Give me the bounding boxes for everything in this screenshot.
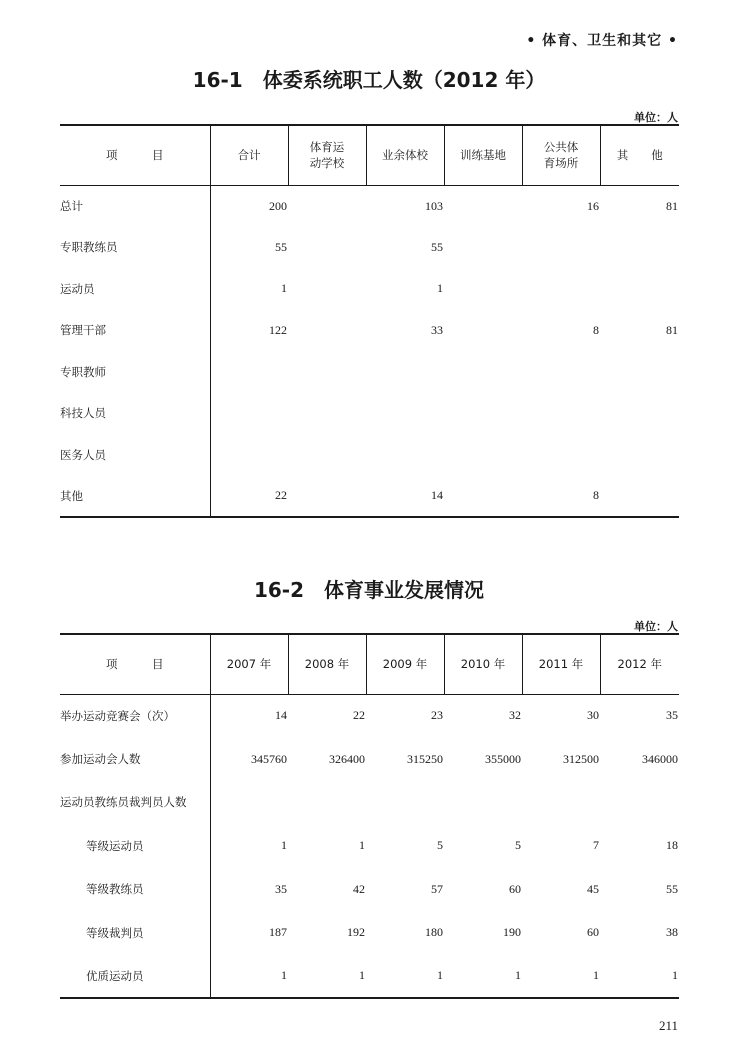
table2-cell: 18 <box>666 838 678 853</box>
table2-row <box>60 868 679 911</box>
table1-row <box>60 310 679 352</box>
table1-cell <box>288 476 366 518</box>
table1-cell <box>522 351 600 393</box>
table2-cell: 30 <box>587 708 599 723</box>
table1-cell: 8 <box>593 322 599 337</box>
table2-row-label: 等级教练员 <box>60 868 210 911</box>
table1-cell <box>600 476 679 518</box>
table1-cell <box>522 227 600 269</box>
table2 <box>60 633 679 999</box>
table1-column-header: 项 目 <box>106 148 164 163</box>
table2-cell: 1 <box>281 838 287 853</box>
table2-cell: 346000 <box>642 751 678 766</box>
table2-cell: 187 <box>269 925 287 940</box>
table1-row-label: 管理干部 <box>60 310 210 352</box>
table2-cell: 32 <box>509 708 521 723</box>
table2-row-label: 运动员教练员裁判员人数 <box>60 781 210 824</box>
table2-cell <box>444 781 522 824</box>
table2-cell: 345760 <box>251 751 287 766</box>
table2-cell: 23 <box>431 708 443 723</box>
table1-column-header: 业余体校 <box>366 125 444 185</box>
table2-cell: 38 <box>666 925 678 940</box>
table1-column-header: 训练基地 <box>444 125 522 185</box>
table1-row <box>60 434 679 476</box>
table1-cell <box>600 434 679 476</box>
table1-cell: 1 <box>281 281 287 296</box>
table2-header-row <box>60 634 679 694</box>
table2-cell: 1 <box>366 954 444 997</box>
table2-cell: 180 <box>425 925 443 940</box>
table1-cell: 22 <box>210 476 288 518</box>
table1-cell <box>288 310 366 352</box>
table1-cell: 122 <box>269 322 287 337</box>
table1-cell <box>366 434 444 476</box>
table2-cell <box>288 781 366 824</box>
table1-cell <box>288 434 366 476</box>
table1-cell <box>210 393 288 435</box>
table2-column-header: 2009 年 <box>366 634 444 694</box>
table2-row <box>60 737 679 780</box>
table2-row <box>60 954 679 997</box>
table1 <box>60 124 679 518</box>
table2-cell: 1 <box>600 954 679 997</box>
table2-cell: 57 <box>431 881 443 896</box>
table2-unit: 单位：人 <box>634 620 678 633</box>
table1-cell <box>444 268 522 310</box>
table2-column-header: 2010 年 <box>444 634 522 694</box>
table1-cell <box>366 351 444 393</box>
table1-cell <box>288 351 366 393</box>
table1-cell: 55 <box>275 239 287 254</box>
table1-cell <box>444 227 522 269</box>
table2-cell: 5 <box>515 838 521 853</box>
table1-cell <box>366 393 444 435</box>
table1-cell: 81 <box>666 322 678 337</box>
table1-row-label: 专职教练员 <box>60 227 210 269</box>
table2-column-header: 2007 年 <box>210 634 288 694</box>
table1-column-header: 合计 <box>210 125 288 185</box>
table2-cell: 312500 <box>563 751 599 766</box>
table1-row-label: 总计 <box>60 185 210 227</box>
table1-cell <box>444 351 522 393</box>
table1-cell <box>288 268 366 310</box>
table1-title: 16-1 体委系统职工人数（2012 年） <box>192 68 546 92</box>
table2-column-header: 2011 年 <box>522 634 600 694</box>
table2-cell: 35 <box>666 708 678 723</box>
table2-cell <box>600 781 679 824</box>
table1-cell <box>444 310 522 352</box>
table1-unit: 单位：人 <box>634 111 678 124</box>
table1-cell: 55 <box>431 239 443 254</box>
table2-row <box>60 781 679 824</box>
table2-cell <box>210 781 288 824</box>
table1-row <box>60 268 679 310</box>
table2-cell: 35 <box>275 881 287 896</box>
table1-cell: 81 <box>666 198 678 213</box>
table1-cell: 103 <box>425 198 443 213</box>
table1-cell <box>288 185 366 227</box>
page-number: 211 <box>658 1018 678 1033</box>
table1-cell <box>600 268 679 310</box>
table2-row-label: 等级运动员 <box>60 824 210 867</box>
table1-cell <box>444 185 522 227</box>
table1-row-label: 专职教师 <box>60 351 210 393</box>
table2-row-label: 举办运动竞赛会（次） <box>60 694 210 737</box>
section-header: • 体育、卫生和其它 • <box>526 33 678 49</box>
table1-cell <box>600 227 679 269</box>
table2-row-label: 优质运动员 <box>60 954 210 997</box>
table2-row-label: 参加运动会人数 <box>60 737 210 780</box>
table2-cell <box>366 781 444 824</box>
table2-cell: 14 <box>275 708 287 723</box>
table1-cell <box>288 227 366 269</box>
table2-cell: 22 <box>353 708 365 723</box>
table2-cell: 315250 <box>407 751 443 766</box>
table1-column-header: 其 他 <box>600 125 679 185</box>
table1-cell <box>288 393 366 435</box>
table2-title: 16-2 体育事业发展情况 <box>253 578 485 602</box>
table1-cell <box>522 268 600 310</box>
table1-cell <box>522 434 600 476</box>
table1-row <box>60 227 679 269</box>
table1-row-label: 运动员 <box>60 268 210 310</box>
table2-row <box>60 911 679 954</box>
table2-column-header: 项 目 <box>106 657 164 672</box>
table1-cell <box>600 351 679 393</box>
table1-row <box>60 393 679 435</box>
table2-cell <box>522 781 600 824</box>
table1-cell <box>444 393 522 435</box>
table2-cell: 326400 <box>329 751 365 766</box>
table1-cell <box>522 393 600 435</box>
table2-cell: 190 <box>503 925 521 940</box>
table2-column-header: 2012 年 <box>600 634 679 694</box>
table2-cell: 1 <box>288 954 366 997</box>
table2-cell: 45 <box>587 881 599 896</box>
table1-cell: 1 <box>437 281 443 296</box>
table1-cell <box>210 351 288 393</box>
table1-row <box>60 476 679 518</box>
table2-row-label: 等级裁判员 <box>60 911 210 954</box>
table2-cell: 1 <box>359 838 365 853</box>
table2-cell: 60 <box>509 881 521 896</box>
table1-header-row <box>60 125 679 185</box>
table2-cell: 55 <box>666 881 678 896</box>
table2-cell: 5 <box>437 838 443 853</box>
table2-cell: 1 <box>210 954 288 997</box>
table2-cell: 42 <box>353 881 365 896</box>
table1-row <box>60 185 679 227</box>
table2-cell: 1 <box>444 954 522 997</box>
table1-column-header: 公共体 育场所 <box>522 125 600 185</box>
table1-cell <box>600 393 679 435</box>
table1-cell: 200 <box>269 198 287 213</box>
table1-cell: 8 <box>522 476 600 518</box>
table1-row-label: 科技人员 <box>60 393 210 435</box>
table1-cell <box>444 434 522 476</box>
table2-row <box>60 824 679 867</box>
table1-cell <box>210 434 288 476</box>
table1-cell: 16 <box>587 198 599 213</box>
table2-cell: 1 <box>522 954 600 997</box>
table1-cell: 14 <box>366 476 444 518</box>
table2-cell: 7 <box>593 838 599 853</box>
table1-cell <box>444 476 522 518</box>
table1-row-label: 医务人员 <box>60 434 210 476</box>
table1-column-header: 体育运 动学校 <box>288 125 366 185</box>
table1-cell: 33 <box>431 322 443 337</box>
table1-row-label: 其他 <box>60 476 210 518</box>
table1-row <box>60 351 679 393</box>
table2-column-header: 2008 年 <box>288 634 366 694</box>
table2-cell: 355000 <box>485 751 521 766</box>
table2-cell: 192 <box>347 925 365 940</box>
table2-cell: 60 <box>587 925 599 940</box>
table2-row <box>60 694 679 737</box>
